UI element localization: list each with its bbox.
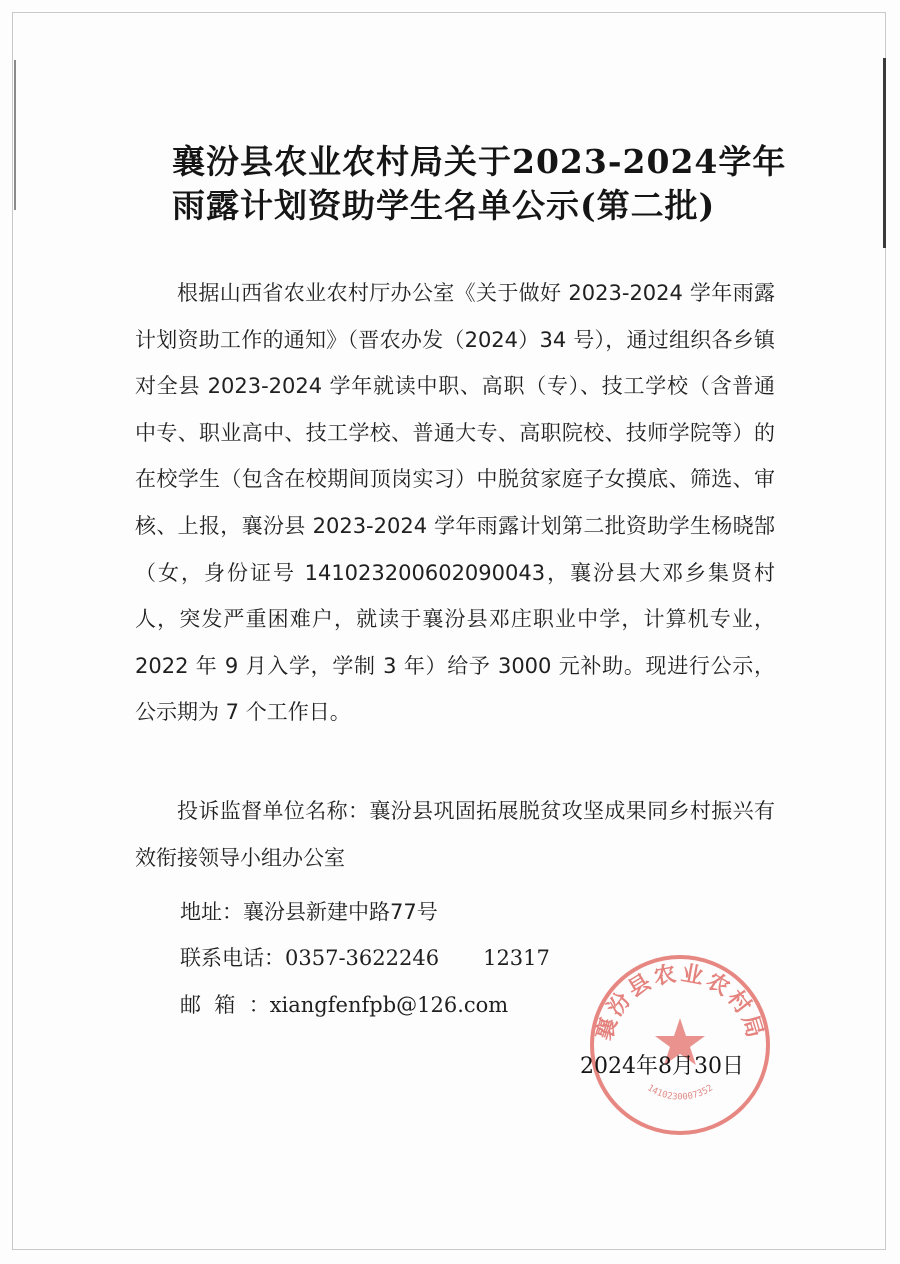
supervision-paragraph: 投诉监督单位名称：襄汾县巩固拓展脱贫攻坚成果同乡村振兴有效衔接领导小组办公室 — [135, 799, 775, 870]
seal-text: 襄汾县农业农村局 — [591, 960, 769, 1044]
address-line — [180, 897, 438, 927]
address-label: 地址： — [180, 900, 243, 924]
phone-label: 联系电话： — [180, 946, 285, 970]
document-title — [172, 140, 812, 228]
scan-edge-right — [883, 58, 886, 248]
phone-number-hotline: 12317 — [483, 946, 550, 970]
notice-paragraph: 根据山西省农业农村厅办公室《关于做好 2023-2024 学年雨露计划资助工作的通知》（晋农办发（2024）34 号），通过组织各乡镇对全县 2023-2024 学年就读中职、高职（专）、技工学校（含普通中专、职业高中、技工学校、普通大专、高职院校、技师学院等）的在校学生（包含在校期间顶岗实习）中脱贫家庭子女摸底、筛选、审核、上报，襄汾县 2023-2024 学年雨露计划第二批资助学生杨晓郜（女，身份证号 141023200602090043，襄汾县大邓乡集贤村人，突发严重困难户，就读于襄汾县邓庄职业中学，计算机专业，2022 年 9 月入学，学制 3 年）给予 3000 元补助。现进行公示，公示期为 7 个工作日。 — [135, 281, 775, 725]
svg-text:1410230007352 — [645, 1083, 715, 1102]
document-date: 2024年8月30日 — [580, 1054, 744, 1079]
email-line — [180, 990, 508, 1020]
scan-edge-left — [14, 60, 16, 210]
email-value: xiangfenfpb@126.com — [269, 993, 509, 1017]
official-seal-stamp — [585, 950, 775, 1140]
title-line-2: 雨露计划资助学生名单公示(第二批) — [172, 186, 716, 225]
address-value: 襄汾县新建中路77号 — [243, 900, 438, 924]
phone-line — [180, 943, 550, 973]
title-line-1: 襄汾县农业农村局关于2023-2024学年 — [172, 142, 787, 181]
seal-code: 1410230007352 — [645, 1083, 715, 1103]
email-label: 邮 箱 ： — [180, 993, 270, 1017]
phone-number-primary: 0357-3622246 — [285, 946, 440, 970]
